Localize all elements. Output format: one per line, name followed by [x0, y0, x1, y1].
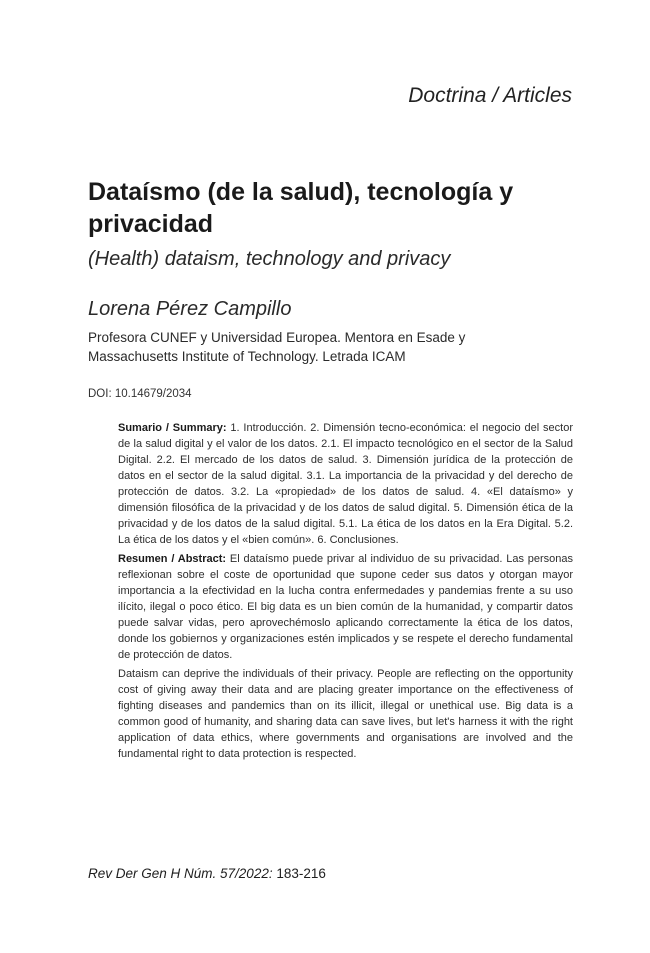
doi: DOI: 10.14679/2034	[88, 388, 192, 400]
english-abstract-text: Dataism can deprive the individuals of their privacy. People are reflecting on the opportunity cost of giving away their data and are placing greater importance on the effectiveness of fighting diseases and pandemics than on its illicit, illegal or unethical use. Big data is a common good of humanity, and sharing data can save lives, but let's harness it with the right application of data ethics, where governments and organisations are involved and the fundamental right to data protection is respected.	[118, 668, 573, 760]
summary-paragraph	[118, 420, 573, 548]
author-affiliation: Profesora CUNEF y Universidad Europea. Mentora en Esade y Massachusetts Institute of Technology. Letrada ICAM	[88, 330, 466, 364]
section-label: Doctrina / Articles	[408, 84, 572, 107]
english-abstract-paragraph	[118, 666, 573, 762]
resumen-paragraph	[118, 551, 573, 663]
resumen-label: Resumen / Abstract:	[118, 553, 227, 565]
abstract-block	[118, 420, 573, 765]
author-name: Lorena Pérez Campillo	[88, 298, 292, 320]
page-range: 183-216	[276, 866, 326, 881]
summary-label: Sumario / Summary:	[118, 422, 227, 434]
resumen-text: El dataísmo puede privar al individuo de su privacidad. Las personas reflexionan sobre el coste de oportunidad que supone ceder sus datos y otorgan mayor importancia a la efectividad en la lucha contra enfermedades y pandemias frente a su uso ilícito, ilegal o poco ético. El big data es un bien común de la humanidad, y compartir datos puede salvar vidas, pero aprovechémoslo aplicando correctamente la ética de los datos, donde los gobiernos y organizaciones estén implicados y se respete el derecho fundamental de protección de datos.	[118, 553, 574, 661]
journal-reference: Rev Der Gen H Núm. 57/2022:	[88, 866, 273, 881]
page-footer	[88, 866, 326, 881]
article-subtitle: (Health) dataism, technology and privacy	[88, 248, 451, 270]
article-title: Dataísmo (de la salud), tecnología y privacidad	[88, 178, 514, 238]
summary-text: 1. Introducción. 2. Dimensión tecno-económica: el negocio del sector de la salud digital y el valor de los datos. 2.1. El impacto tecnológico en el sector de la Salud Digital. 2.2. El mercado de los datos de salud. 3. Dimensión jurídica de la protección de datos en el sector de la salud digital. 3.1. La importancia de la privacidad y del derecho de protección de datos. 3.2. La «propiedad» de los datos de salud. 4. «El dataísmo» y dimensión filosófica de la privacidad y de los datos de salud digital. 5. Dimensión ética de la privacidad y de los datos de la salud digital. 5.1. La ética de los datos en la Era Digital. 5.2. La ética de los datos y el «bien común». 6. Conclusiones.	[118, 422, 573, 546]
